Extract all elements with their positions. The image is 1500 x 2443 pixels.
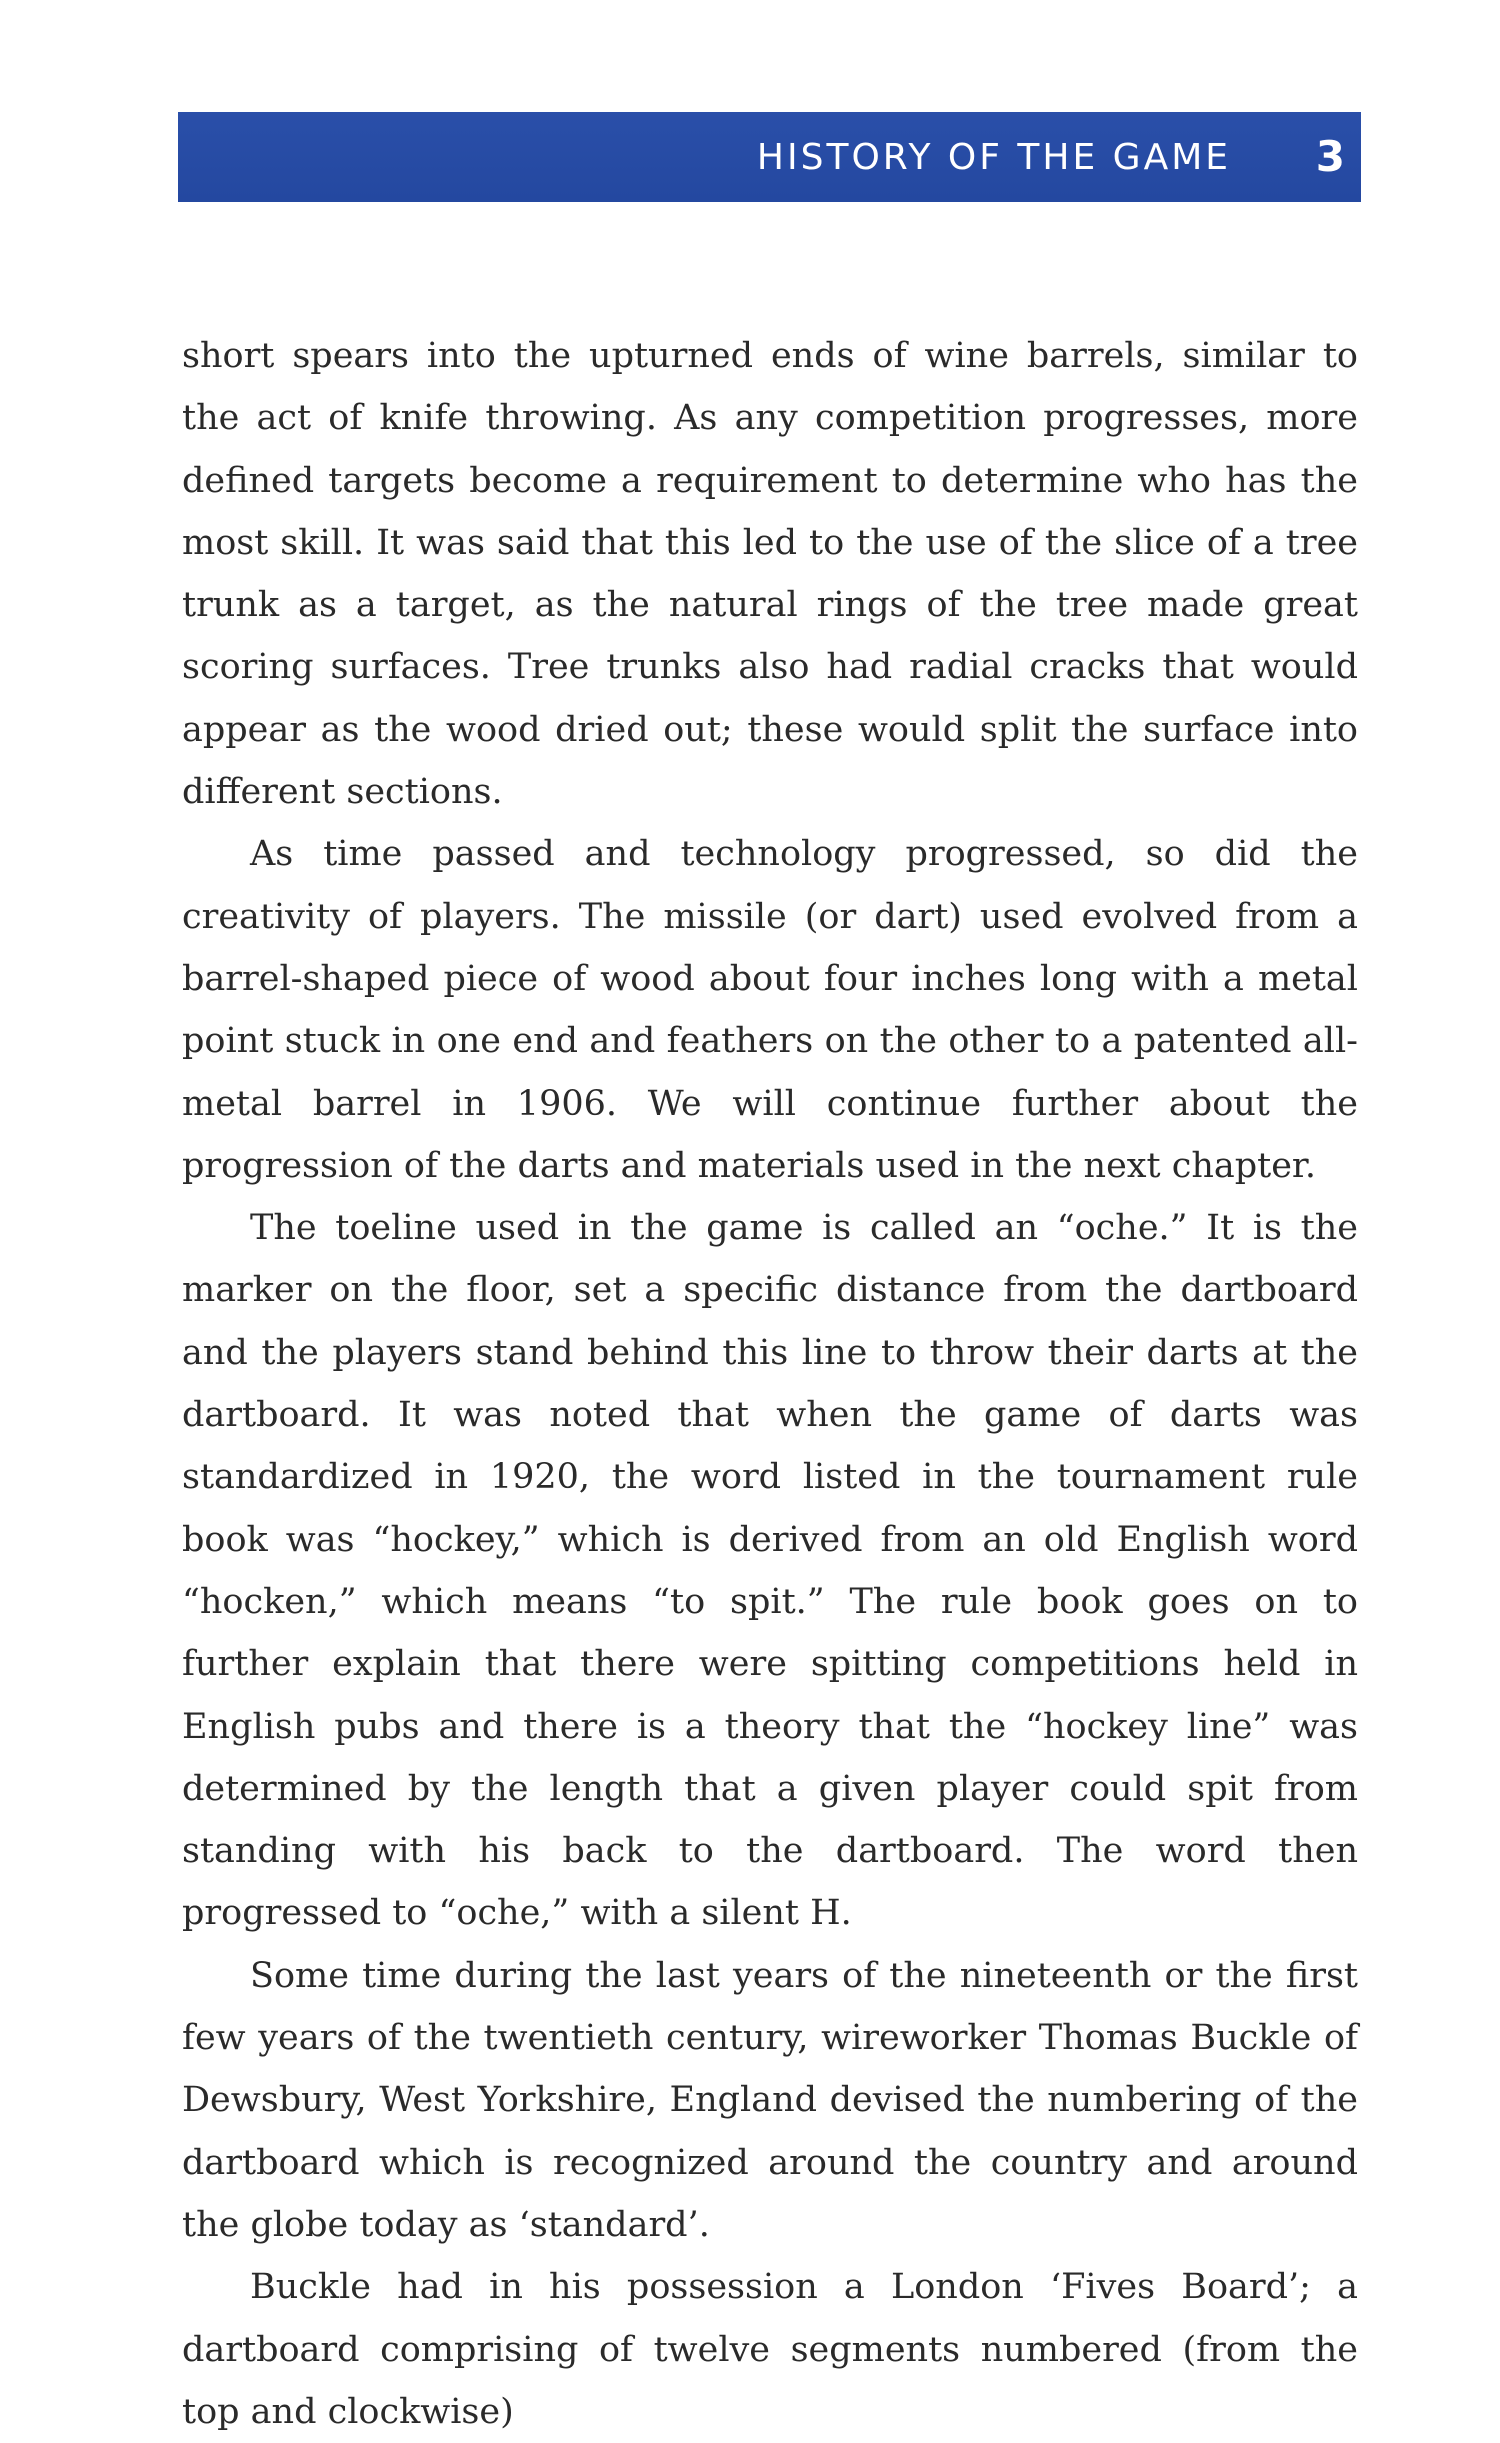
running-header-title: HISTORY OF THE GAME: [756, 137, 1231, 178]
body-text: [182, 325, 1358, 2443]
paragraph-1: short spears into the upturned ends of wine barrels, similar to the act of knife throwing. As any competition progresses, more defined targets become a requirement to determine who has the most skill. It was said that this led to the use of the slice of a tree trunk as a target, as the natural rings of the tree made great scoring surfaces. Tree trunks also had radial cracks that would appear as the wood dried out; these would split the surface into different sections.: [182, 336, 1358, 813]
paragraph-4: Some time during the last years of the nineteenth or the first few years of the twentieth century, wireworker Thomas Buckle of Dewsbury, West Yorkshire, England devised the numbering of the dartboard which is recognized around the country and around the globe today as ‘standard’.: [182, 1955, 1358, 2245]
paragraph-2: As time passed and technology progressed, so did the creativity of players. The missile (or dart) used evolved from a barrel-shaped piece of wood about four inches long with a metal point stuck in one end and feathers on the other to a patented all-metal barrel in 1906. We will continue further about the progression of the darts and materials used in the next chapter.: [182, 834, 1358, 1186]
running-header: [178, 112, 1361, 202]
paragraph-5: Buckle had in his possession a London ‘Fives Board’; a dartboard comprising of twelve segments numbered (from the top and clockwise): [182, 2267, 1358, 2432]
page-number: 3: [1315, 132, 1345, 181]
paragraph-3: The toeline used in the game is called an “oche.” It is the marker on the floor, set a specific distance from the dartboard and the players stand behind this line to throw their darts at the dartboard. It was noted that when the game of darts was standardized in 1920, the word listed in the tournament rule book was “hockey,” which is derived from an old English word “hocken,” which means “to spit.” The rule book goes on to further explain that there were spitting competitions held in English pubs and there is a theory that the “hockey line” was determined by the length that a given player could spit from standing with his back to the dartboard. The word then progressed to “oche,” with a silent H.: [182, 1208, 1358, 1934]
